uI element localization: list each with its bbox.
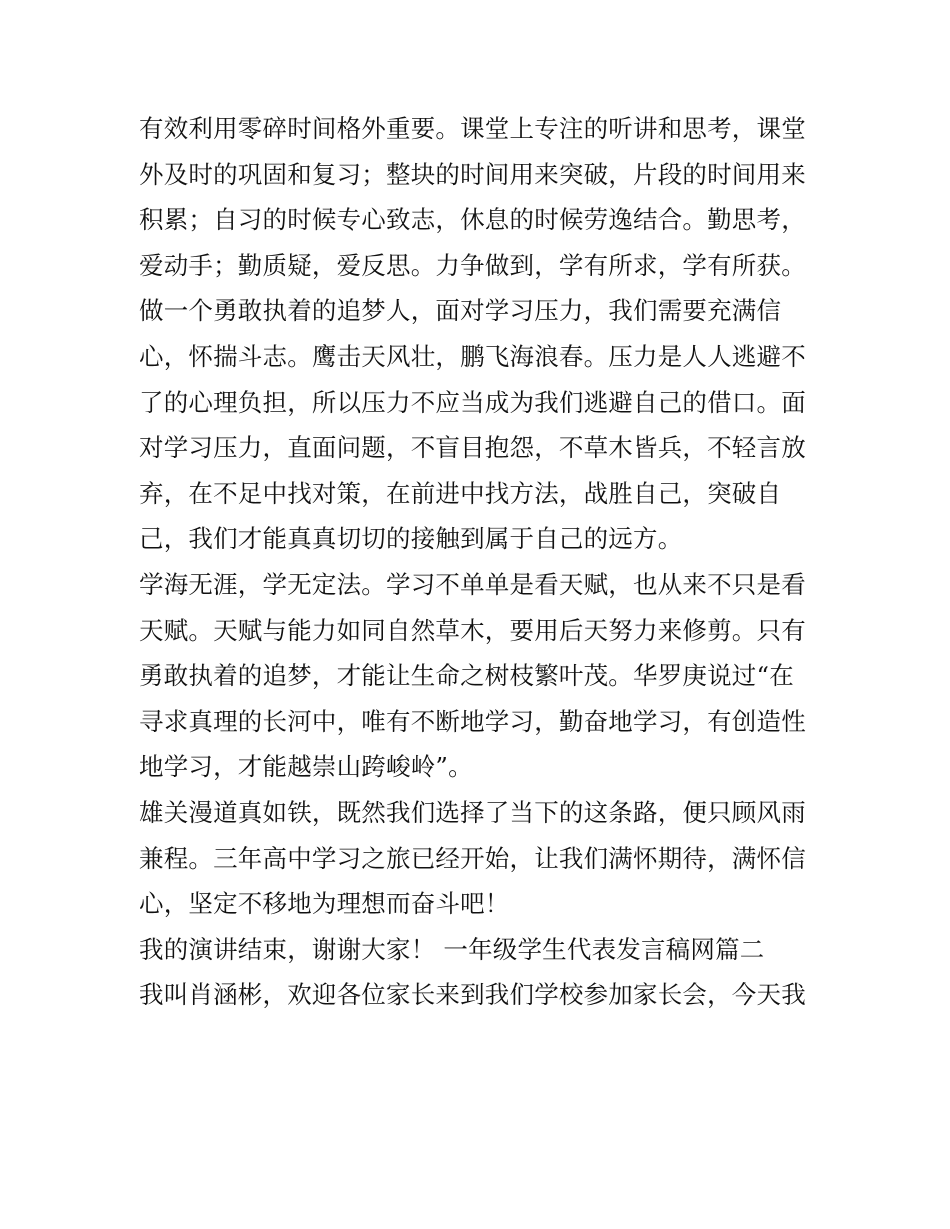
- text-line: 学海无涯，学无定法。学习不单单是看天赋，也从来不只是看: [139, 569, 806, 599]
- body-text: [139, 106, 819, 1018]
- text-line: 地学习，才能越崇山跨峻岭”。: [139, 752, 473, 782]
- text-line: 有效利用零碎时间格外重要。课堂上专注的听讲和思考，课堂: [139, 114, 806, 143]
- text-line: 爱动手；勤质疑，爱反思。力争做到，学有所求，学有所获。: [139, 250, 806, 280]
- text-line: 对学习压力，直面问题，不盲目抱怨，不草木皆兵，不轻言放: [139, 433, 806, 463]
- text-line: 天赋。天赋与能力如同自然草木，要用后天努力来修剪。只有: [139, 615, 806, 645]
- text-line: 寻求真理的长河中，唯有不断地学习，勤奋地学习，有创造性: [139, 706, 806, 736]
- text-line: 雄关漫道真如铁，既然我们选择了当下的这条路，便只顾风雨: [139, 797, 806, 827]
- text-line: 做一个勇敢执着的追梦人，面对学习压力，我们需要充满信: [139, 296, 782, 326]
- text-line: 兼程。三年高中学习之旅已经开始，让我们满怀期待，满怀信: [139, 843, 806, 873]
- text-line: 勇敢执着的追梦，才能让生命之树枝繁叶茂。华罗庚说过“在: [139, 661, 794, 691]
- text-line: 心，坚定不移地为理想而奋斗吧！: [139, 889, 510, 919]
- text-line: 己，我们才能真真切切的接触到属于自己的远方。: [139, 524, 683, 554]
- text-line: 弃，在不足中找对策，在前进中找方法，战胜自己，突破自: [139, 478, 782, 508]
- text-line: 外及时的巩固和复习；整块的时间用来突破，片段的时间用来: [139, 159, 806, 189]
- text-line: 我叫肖涵彬，欢迎各位家长来到我们学校参加家长会，今天我: [139, 980, 806, 1010]
- text-line: 我的演讲结束，谢谢大家！ 一年级学生代表发言稿网篇二: [139, 934, 765, 964]
- text-line: 心，怀揣斗志。鹰击天风壮，鹏飞海浪春。压力是人人逃避不: [139, 341, 806, 371]
- text-line: 了的心理负担，所以压力不应当成为我们逃避自己的借口。面: [139, 387, 806, 417]
- text-line: 积累；自习的时候专心致志，休息的时候劳逸结合。勤思考，: [139, 205, 806, 235]
